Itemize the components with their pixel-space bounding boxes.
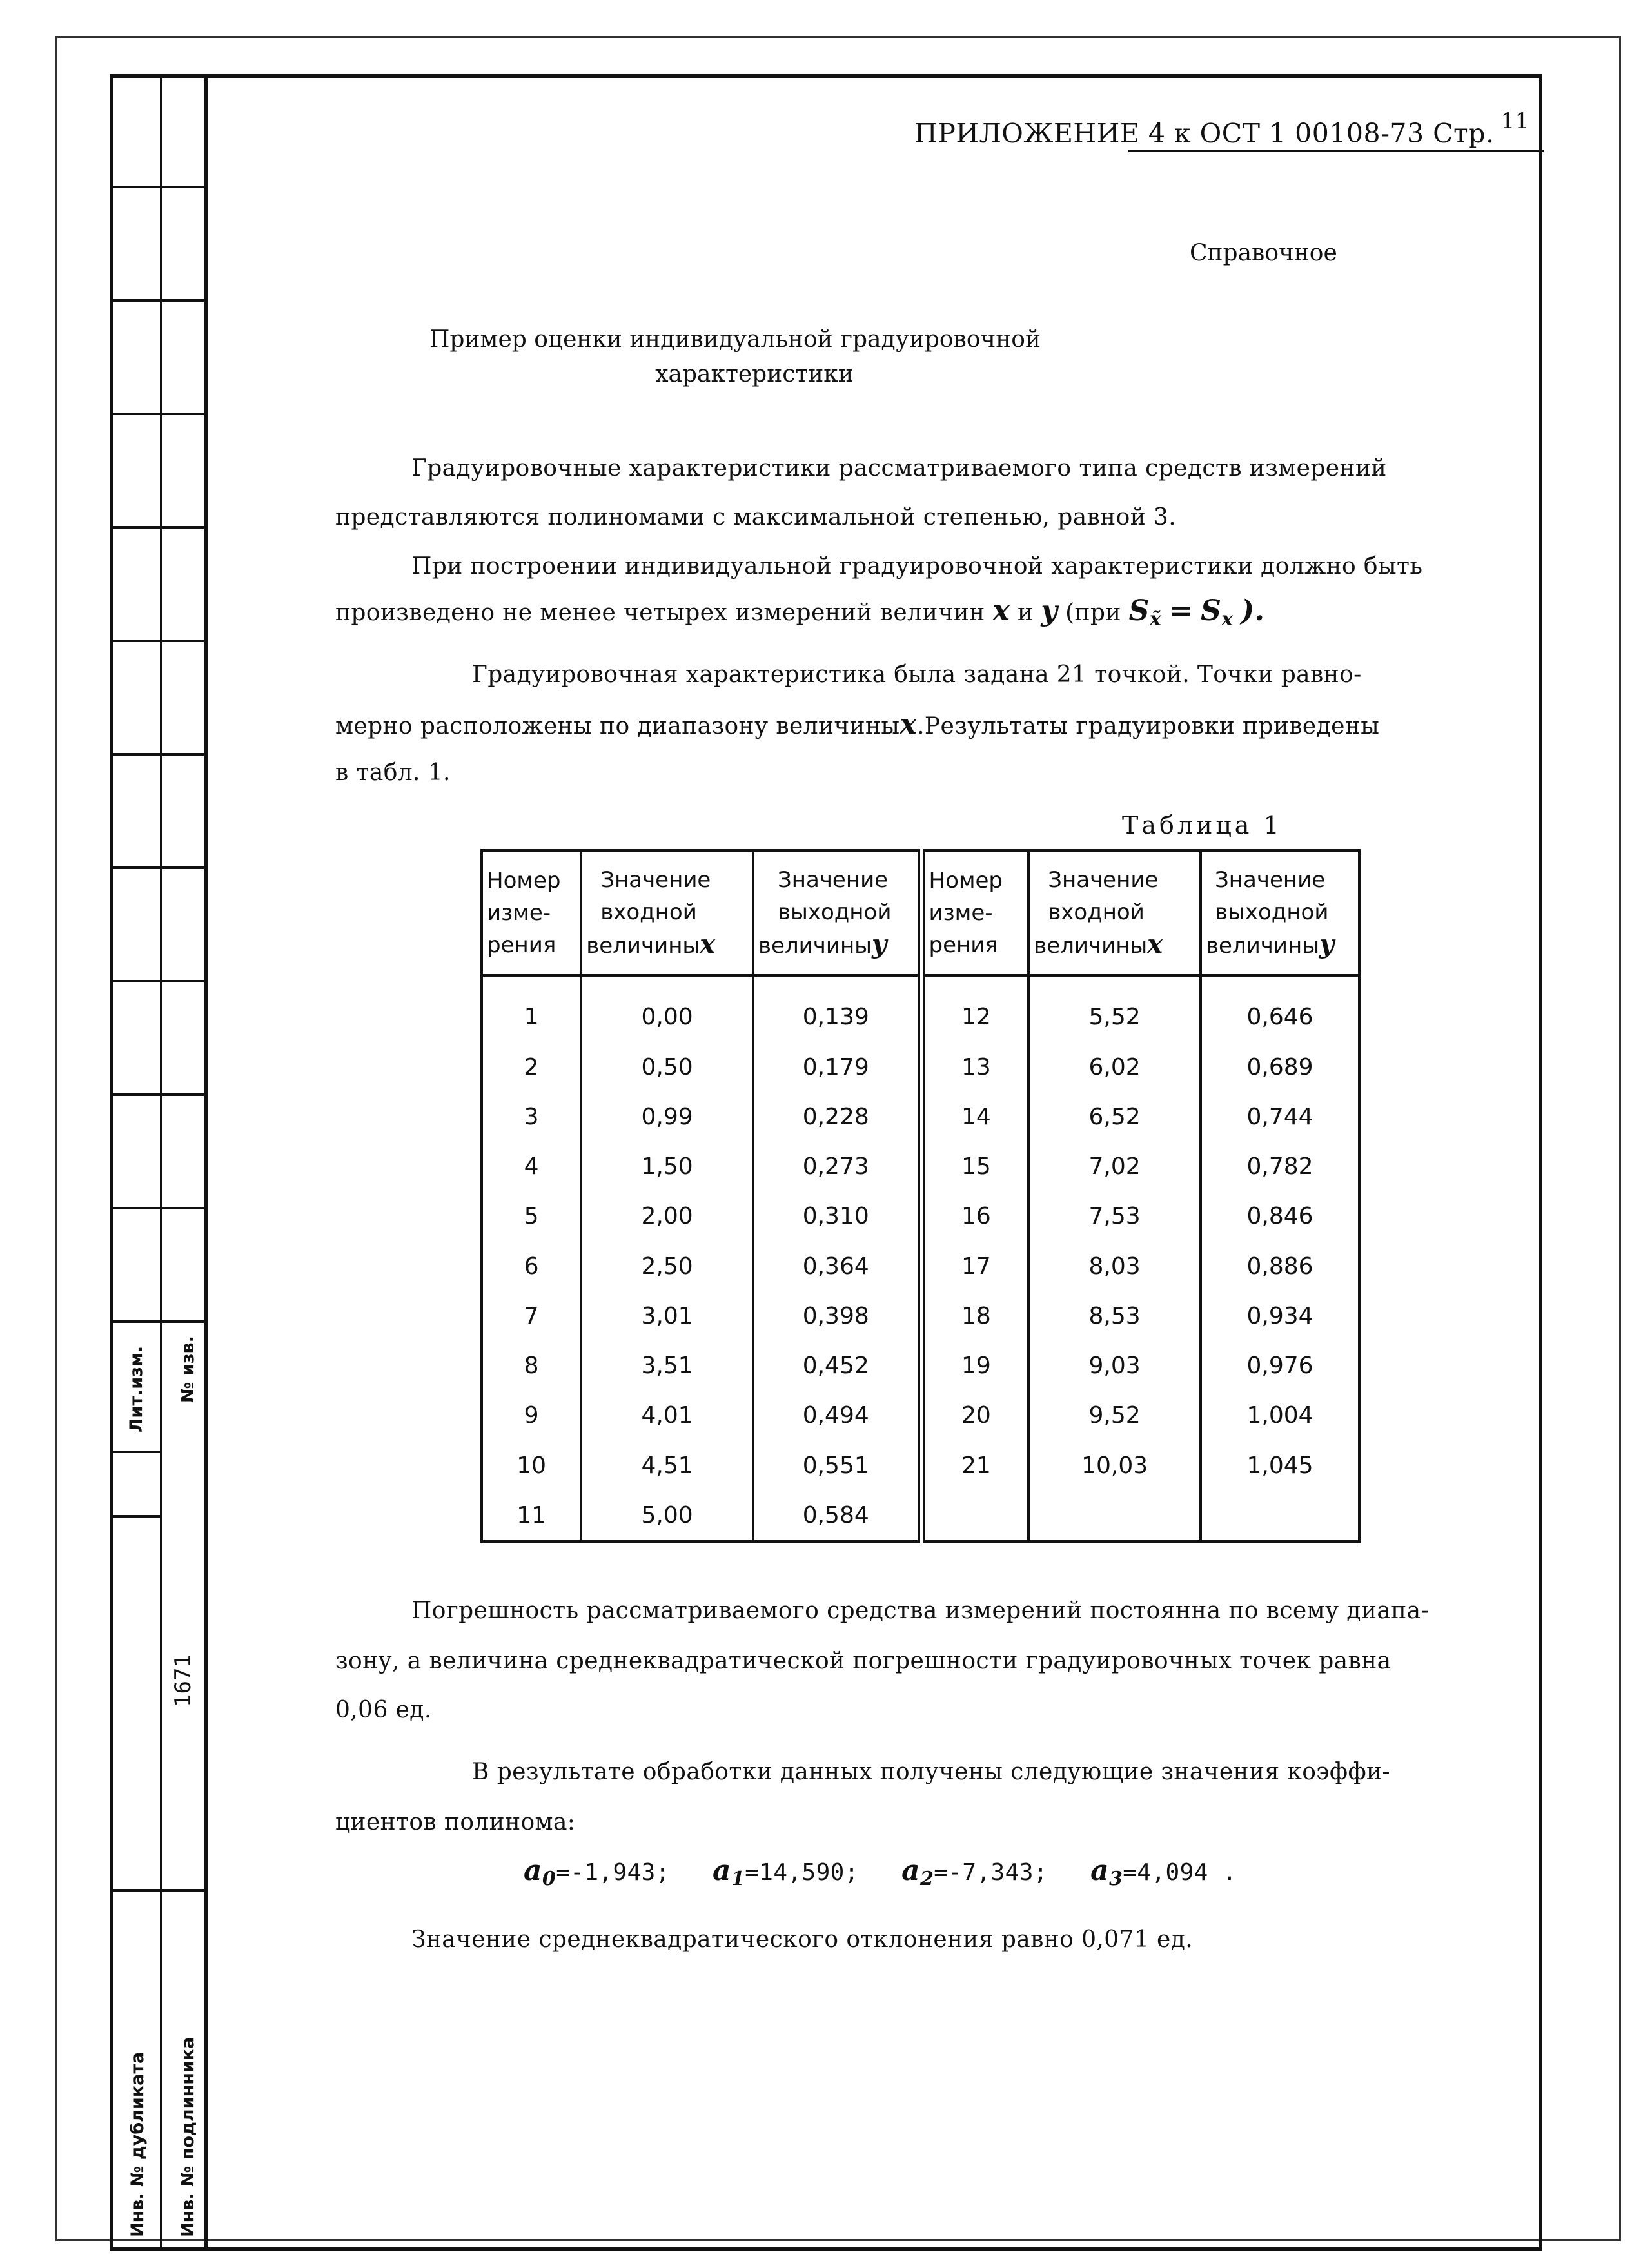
paragraph-line: в табл. 1.	[335, 759, 451, 786]
strip-cell-divider	[110, 526, 206, 529]
strip-cell-divider	[110, 1320, 206, 1323]
header-line: входной	[600, 899, 697, 925]
strip-cell-divider	[110, 186, 206, 188]
output-value: 0,364	[753, 1242, 921, 1291]
measurement-number: 19	[921, 1341, 1029, 1391]
coef-sub: 3	[1109, 1868, 1123, 1891]
header-line: Значение	[777, 867, 889, 893]
paragraph-line: представляются полиномами с максимальной степенью, равной 3.	[335, 504, 1177, 531]
paragraph-line: 0,06 ед.	[335, 1697, 432, 1723]
measurement-number: 11	[482, 1491, 581, 1541]
lit-izm-label: Лит.изм.	[126, 1345, 146, 1432]
input-value: 3,51	[581, 1341, 753, 1391]
paragraph-line: Значение среднеквадратического отклонения равно 0,071 ед.	[411, 1926, 1194, 1953]
text-segment: и	[1018, 600, 1034, 626]
input-value: 5,52	[1028, 975, 1201, 1042]
table-row	[482, 1440, 1359, 1490]
strip-cell-divider	[110, 866, 206, 869]
section-title	[0, 322, 1652, 392]
coef-sub: 1	[731, 1868, 745, 1891]
measurement-number: 6	[482, 1242, 581, 1291]
paragraph-line: зону, а величина среднеквадратической погрешности градуировочных точек равна	[335, 1648, 1391, 1674]
coef-symbol: a	[713, 1854, 731, 1887]
header-line: Номер	[929, 868, 1003, 894]
input-value: 8,53	[1028, 1291, 1201, 1341]
output-value: 0,452	[753, 1341, 921, 1391]
formula-sub: x̃	[1149, 608, 1162, 631]
header-line: Значение	[1215, 867, 1326, 893]
header-line: рения	[929, 932, 998, 958]
measurement-number: 21	[921, 1440, 1029, 1490]
input-value: 7,53	[1028, 1191, 1201, 1241]
page-number: 11	[1500, 108, 1529, 134]
variable-x: x	[900, 708, 918, 741]
strip-divider	[204, 74, 208, 2251]
input-value: 8,03	[1028, 1242, 1201, 1291]
variable-x: x	[700, 929, 716, 959]
formula-eq: =	[1168, 594, 1194, 627]
measurement-number: 2	[482, 1042, 581, 1092]
output-value: 0,273	[753, 1142, 921, 1191]
text-segment: (при	[1065, 600, 1121, 626]
strip-cell-divider	[110, 1093, 206, 1096]
title-line: Пример оценки индивидуальной градуировочной	[429, 326, 1041, 353]
header-line: входной	[1048, 899, 1145, 925]
coef-sub: 2	[919, 1868, 934, 1891]
input-value: 4,01	[581, 1391, 753, 1440]
inventory-number: 1671	[170, 1654, 196, 1707]
output-value: 0,310	[753, 1191, 921, 1241]
measurement-number: 17	[921, 1242, 1029, 1291]
output-value: 0,179	[753, 1042, 921, 1092]
output-value: 0,584	[753, 1491, 921, 1541]
header-output	[1201, 850, 1359, 975]
measurement-number: 14	[921, 1092, 1029, 1142]
measurement-number: 4	[482, 1142, 581, 1191]
input-value: 2,00	[581, 1191, 753, 1241]
formula-end: ).	[1241, 594, 1265, 627]
reference-label: Справочное	[1190, 240, 1337, 266]
output-value: 0,646	[1201, 975, 1359, 1042]
header-output	[753, 850, 921, 975]
coef-symbol: a	[524, 1854, 542, 1887]
strip-divider	[110, 1889, 161, 1892]
output-value	[1201, 1491, 1359, 1541]
paragraph-line	[335, 708, 1379, 741]
header-line: выходной	[777, 899, 892, 925]
input-value: 0,50	[581, 1042, 753, 1092]
measurement-number: 20	[921, 1391, 1029, 1440]
output-value: 0,886	[1201, 1242, 1359, 1291]
output-value: 0,689	[1201, 1042, 1359, 1092]
output-value: 0,228	[753, 1092, 921, 1142]
strip-divider	[110, 1515, 161, 1518]
coef-value: =-1,943;	[556, 1859, 670, 1886]
variable-y: y	[1319, 929, 1335, 959]
measurement-number: 12	[921, 975, 1029, 1042]
table-header-row	[482, 850, 1359, 975]
input-value: 6,52	[1028, 1092, 1201, 1142]
measurement-number: 13	[921, 1042, 1029, 1092]
header-line: Номер	[487, 868, 561, 894]
measurement-number: 18	[921, 1291, 1029, 1341]
coef-symbol: a	[901, 1854, 920, 1887]
strip-divider	[161, 1889, 206, 1892]
output-value: 0,139	[753, 975, 921, 1042]
page-label: Стр.	[1433, 118, 1495, 149]
header-number	[921, 850, 1029, 975]
strip-cell-divider	[110, 640, 206, 642]
table-row	[482, 1142, 1359, 1191]
measurement-number: 16	[921, 1191, 1029, 1241]
formula-s: S	[1128, 594, 1150, 627]
inv-dublicate-label: Инв. № дубликата	[128, 2051, 148, 2237]
strip-cell-divider	[110, 980, 206, 982]
paragraph-line: циентов полинома:	[335, 1809, 576, 1835]
header-input	[581, 850, 753, 975]
output-value: 1,004	[1201, 1391, 1359, 1440]
paragraph-line: В результате обработки данных получены следующие значения коэффи-	[472, 1759, 1390, 1785]
variable-y: y	[1041, 594, 1058, 627]
output-value: 0,398	[753, 1291, 921, 1341]
output-value: 0,551	[753, 1440, 921, 1490]
header-text: ПРИЛОЖЕНИЕ 4 к ОСТ 1 00108-73	[914, 118, 1424, 149]
table-body	[482, 975, 1359, 1541]
input-value: 6,02	[1028, 1042, 1201, 1092]
table-caption: Таблица 1	[1122, 811, 1283, 839]
coef-value: =4,094 .	[1123, 1859, 1237, 1886]
measurement-number: 10	[482, 1440, 581, 1490]
paragraph-line: Градуировочные характеристики рассматриваемого типа средств измерений	[411, 455, 1387, 482]
table-row	[482, 1042, 1359, 1092]
measurement-number: 1	[482, 975, 581, 1042]
table-row	[482, 975, 1359, 1042]
title-line: характеристики	[655, 361, 854, 387]
output-value: 0,934	[1201, 1291, 1359, 1341]
inv-original-label: Инв. № подлинника	[178, 2037, 198, 2237]
header-line: изме-	[929, 900, 993, 926]
header-line: величиныy	[758, 929, 887, 959]
measurement-number: 8	[482, 1341, 581, 1391]
strip-cell-divider	[110, 299, 206, 302]
header-input	[1028, 850, 1201, 975]
table-row	[482, 1341, 1359, 1391]
table-row	[482, 1391, 1359, 1440]
coefficients-line	[524, 1854, 1237, 1890]
paragraph-line: Погрешность рассматриваемого средства измерений постоянна по всему диапа-	[411, 1598, 1430, 1624]
input-value: 10,03	[1028, 1440, 1201, 1490]
variable-x: x	[1147, 929, 1163, 959]
table-row	[482, 1291, 1359, 1341]
coef-sub: 0	[542, 1868, 556, 1891]
input-value: 0,99	[581, 1092, 753, 1142]
input-value: 7,02	[1028, 1142, 1201, 1191]
strip-cell-divider	[110, 413, 206, 415]
table-row	[482, 1191, 1359, 1241]
strip-cell-divider	[110, 753, 206, 756]
header-line: изме-	[487, 900, 551, 926]
header-line: величиныy	[1206, 929, 1335, 959]
output-value: 1,045	[1201, 1440, 1359, 1490]
measurement-number: 15	[921, 1142, 1029, 1191]
calibration-table	[480, 849, 1361, 1543]
output-value: 0,782	[1201, 1142, 1359, 1191]
input-value: 3,01	[581, 1291, 753, 1341]
paragraph-line: При построении индивидуальной градуировочной характеристики должно быть	[411, 553, 1423, 580]
header-line: величиныx	[586, 929, 716, 959]
input-value: 9,03	[1028, 1341, 1201, 1391]
table-row	[482, 1092, 1359, 1142]
variable-y: y	[872, 929, 887, 959]
measurement-number: 3	[482, 1092, 581, 1142]
input-value: 1,50	[581, 1142, 753, 1191]
table-row	[482, 1491, 1359, 1541]
output-value: 0,744	[1201, 1092, 1359, 1142]
no-izv-label: № изв.	[178, 1336, 198, 1403]
coef-value: =-7,343;	[934, 1859, 1048, 1886]
input-value	[1028, 1491, 1201, 1541]
header-line: рения	[487, 932, 556, 958]
header-line: величиныx	[1034, 929, 1163, 959]
text-segment: произведено не менее четырех измерений величин	[335, 600, 985, 626]
input-value: 9,52	[1028, 1391, 1201, 1440]
measurement-number	[921, 1491, 1029, 1541]
coef-value: =14,590;	[745, 1859, 859, 1886]
output-value: 0,846	[1201, 1191, 1359, 1241]
formula-sub: x	[1221, 608, 1234, 631]
formula-s: S	[1201, 594, 1222, 627]
measurement-number: 9	[482, 1391, 581, 1440]
input-value: 4,51	[581, 1440, 753, 1490]
header-number	[482, 850, 581, 975]
header-line: Значение	[600, 867, 711, 893]
coef-symbol: a	[1090, 1854, 1110, 1887]
document-header	[914, 108, 1529, 149]
header-line: выходной	[1215, 899, 1329, 925]
paragraph-line	[335, 594, 1264, 631]
output-value: 0,494	[753, 1391, 921, 1440]
output-value: 0,976	[1201, 1341, 1359, 1391]
measurement-number: 5	[482, 1191, 581, 1241]
paragraph-line: Градуировочная характеристика была задана 21 точкой. Точки равно-	[472, 661, 1362, 688]
input-value: 2,50	[581, 1242, 753, 1291]
measurement-number: 7	[482, 1291, 581, 1341]
input-value: 0,00	[581, 975, 753, 1042]
strip-cell-divider	[110, 1207, 206, 1209]
table-row	[482, 1242, 1359, 1291]
strip-divider	[110, 1451, 161, 1453]
header-underline	[1128, 150, 1544, 152]
text-segment: .Результаты градуировки приведены	[917, 713, 1380, 739]
variable-x: x	[992, 594, 1010, 627]
strip-divider	[160, 74, 162, 2251]
header-line: Значение	[1048, 867, 1159, 893]
text-segment: мерно расположены по диапазону величины	[335, 713, 900, 739]
input-value: 5,00	[581, 1491, 753, 1541]
